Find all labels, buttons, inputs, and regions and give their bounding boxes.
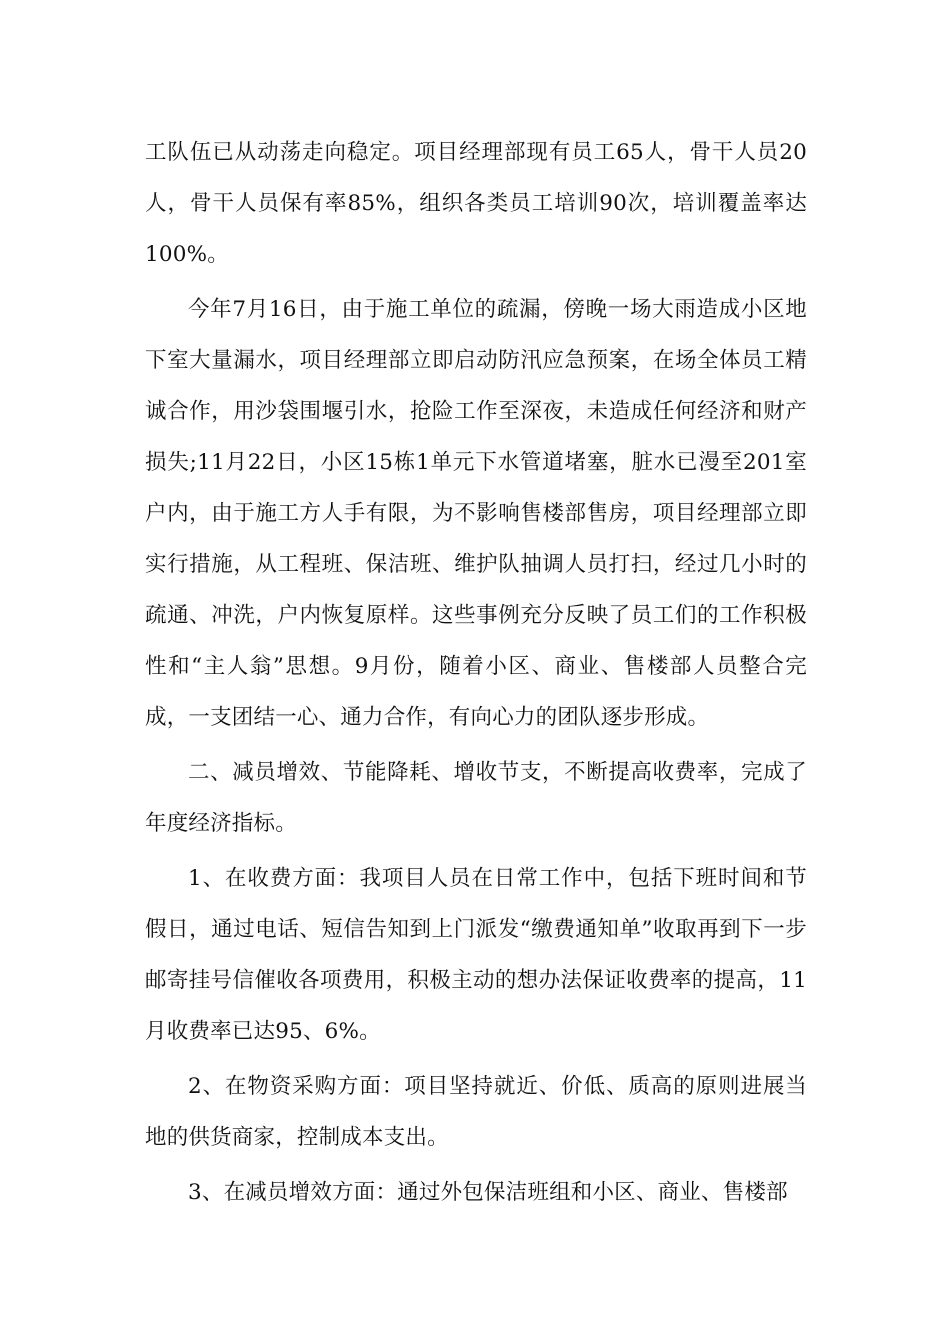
paragraph-fee-collection: 1、在收费方面：我项目人员在日常工作中，包括下班时间和节假日，通过电话、短信告知到上门派发“缴费通知单”收取再到下一步邮寄挂号信催收各项费用，积极主动的想办法保证收费率的提高，11月收费率已达95、6%。 (145, 866, 807, 1044)
section-heading-economic-targets: 二、减员增效、节能降耗、增收节支，不断提高收费率，完成了年度经济指标。 (145, 760, 807, 836)
document-body (145, 127, 807, 1222)
paragraph-staff-stability: 工队伍已从动荡走向稳定。项目经理部现有员工65人，骨干人员20人，骨干人员保有率85%，组织各类员工培训90次，培训覆盖率达100%。 (145, 140, 807, 267)
paragraph-procurement: 2、在物资采购方面：项目坚持就近、价低、质高的原则进展当地的供货商家，控制成本支出。 (145, 1074, 807, 1150)
paragraph-emergency-events: 今年7月16日，由于施工单位的疏漏，傍晚一场大雨造成小区地下室大量漏水，项目经理部立即启动防汛应急预案，在场全体员工精诚合作，用沙袋围堰引水，抢险工作至深夜，未造成任何经济和财产损失;11月22日，小区15栋1单元下水管道堵塞，脏水已漫至201室户内，由于施工方人手有限，为不影响售楼部售房，项目经理部立即实行措施，从工程班、保洁班、维护队抽调人员打扫，经过几小时的疏通、冲洗，户内恢复原样。这些事例充分反映了员工们的工作积极性和“主人翁”思想。9月份，随着小区、商业、售楼部人员整合完成，一支团结一心、通力合作，有向心力的团队逐步形成。 (145, 297, 807, 730)
paragraph-staff-reduction: 3、在减员增效方面：通过外包保洁班组和小区、商业、售楼部 (188, 1180, 788, 1205)
